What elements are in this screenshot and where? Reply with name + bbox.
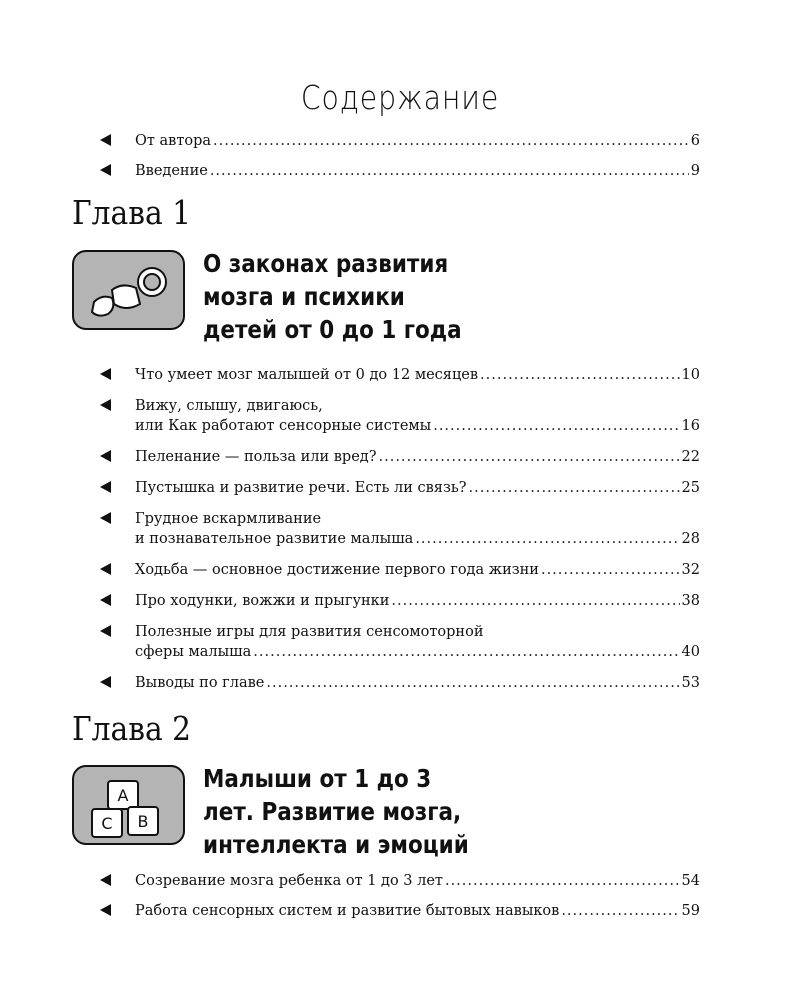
bullet-arrow-icon (100, 563, 111, 575)
chapter-1-toc (100, 365, 700, 693)
toc-entry[interactable] (100, 396, 700, 436)
block-letter: B (137, 812, 149, 831)
dot-leader (541, 560, 680, 580)
bullet-arrow-icon (100, 134, 111, 146)
chapter-title-line: детей от 0 до 1 года (203, 315, 462, 344)
page-number: 10 (681, 367, 700, 383)
toc-entry[interactable] (100, 365, 700, 385)
toc-entry-text: Созревание мозга ребенка от 1 до 3 лет (135, 873, 443, 889)
dot-leader (391, 591, 679, 611)
chapter-2-title (203, 762, 469, 861)
bullet-arrow-icon (100, 904, 111, 916)
toc-entry[interactable] (100, 901, 700, 921)
page-number: 6 (690, 133, 700, 149)
toc-entry-text: Пустышка и развитие речи. Есть ли связь? (135, 480, 467, 496)
bullet-arrow-icon (100, 481, 111, 493)
toc-entry-text: Работа сенсорных систем и развитие бытовых навыков (135, 903, 560, 919)
dot-leader (253, 642, 679, 662)
page-number: 40 (681, 644, 700, 660)
bullet-arrow-icon (100, 164, 111, 176)
toc-entry-text: Про ходунки, вожжи и прыгунки (135, 593, 390, 609)
toc-entry-text: Что умеет мозг малышей от 0 до 12 месяцев (135, 367, 479, 383)
toc-entry-text: Ходьба — основное достижение первого года жизни (135, 562, 539, 578)
chapter-title-line: О законах развития (203, 249, 449, 278)
dot-leader (266, 673, 679, 693)
chapter-title-line: лет. Развитие мозга, (203, 797, 462, 826)
dot-leader (379, 447, 680, 467)
toc-entry[interactable] (100, 447, 700, 467)
dot-leader (445, 871, 680, 891)
page-number: 28 (681, 531, 700, 547)
bullet-arrow-icon (100, 368, 111, 380)
toc-entry[interactable] (100, 622, 700, 662)
bullet-arrow-icon (100, 874, 111, 886)
bullet-arrow-icon (100, 450, 111, 462)
toc-entry[interactable] (100, 591, 700, 611)
toc-entry-text: Полезные игры для развития сенсомоторной (135, 624, 484, 640)
toc-entry-text: Выводы по главе (135, 675, 265, 691)
dot-leader (213, 131, 689, 151)
chapter-2-heading: Глава 2 (72, 709, 192, 748)
page-number: 25 (681, 480, 700, 496)
dot-leader (480, 365, 680, 385)
dot-leader (433, 416, 679, 436)
toc-entry-text: сферы малыша (135, 644, 252, 660)
toc-entry[interactable] (100, 478, 700, 498)
toc-entry[interactable] (100, 871, 700, 891)
block-letter: C (101, 814, 113, 833)
page-number: 53 (681, 675, 700, 691)
abc-blocks-icon (72, 765, 185, 845)
chapter-1-heading: Глава 1 (72, 193, 192, 232)
toc-entry-text: Введение (135, 163, 208, 179)
page-number: 16 (681, 418, 700, 434)
chapter-title-line: интеллекта и эмоций (203, 830, 469, 859)
intro-toc (100, 131, 700, 181)
toc-entry-text: или Как работают сенсорные системы (135, 418, 432, 434)
bullet-arrow-icon (100, 594, 111, 606)
toc-entry[interactable] (100, 131, 700, 151)
page-number: 38 (681, 593, 700, 609)
pacifier-icon (72, 250, 185, 330)
toc-entry-text: Грудное вскармливание (135, 511, 322, 527)
toc-entry-text: От автора (135, 133, 212, 149)
page-number: 9 (690, 163, 700, 179)
dot-leader (469, 478, 680, 498)
page-number: 59 (681, 903, 700, 919)
toc-entry[interactable] (100, 509, 700, 549)
dot-leader (561, 901, 679, 921)
bullet-arrow-icon (100, 399, 111, 411)
toc-entry[interactable] (100, 673, 700, 693)
dot-leader (415, 529, 679, 549)
chapter-1-title (203, 247, 462, 346)
dot-leader (210, 161, 689, 181)
chapter-title-line: Малыши от 1 до 3 (203, 764, 432, 793)
toc-entry-text: и познавательное развитие малыша (135, 531, 414, 547)
chapter-2-toc (100, 871, 700, 921)
bullet-arrow-icon (100, 676, 111, 688)
block-letter: A (117, 786, 129, 805)
page-title: Содержание (300, 78, 500, 117)
toc-entry[interactable] (100, 560, 700, 580)
page-number: 22 (681, 449, 700, 465)
bullet-arrow-icon (100, 512, 111, 524)
toc-entry-text: Вижу, слышу, двигаюсь, (135, 398, 323, 414)
toc-entry-text: Пеленание — польза или вред? (135, 449, 377, 465)
toc-entry[interactable] (100, 161, 700, 181)
chapter-title-line: мозга и психики (203, 282, 405, 311)
bullet-arrow-icon (100, 625, 111, 637)
page-number: 54 (681, 873, 700, 889)
page-number: 32 (681, 562, 700, 578)
